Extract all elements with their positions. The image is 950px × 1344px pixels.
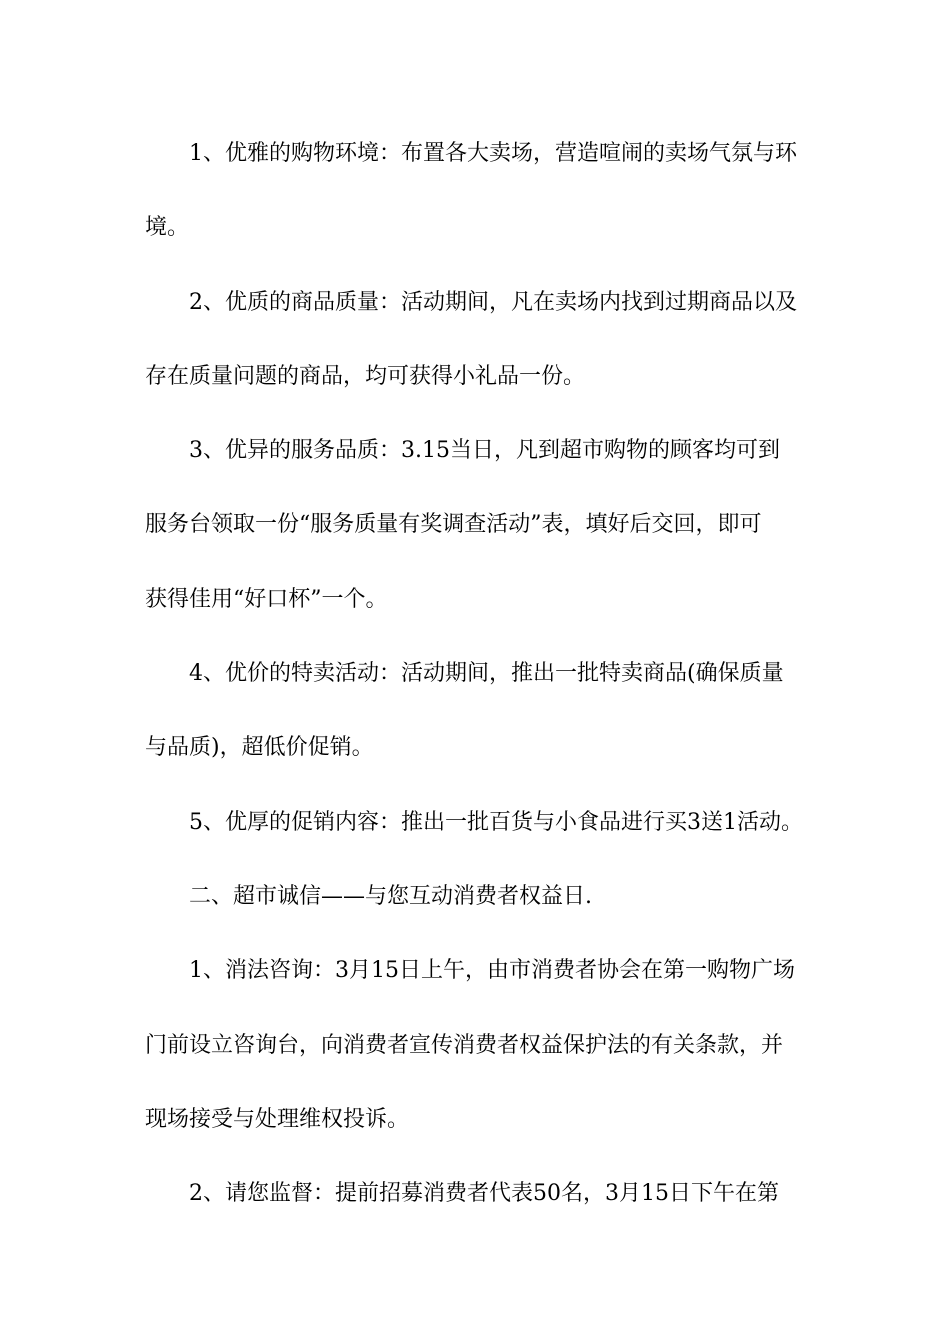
paragraph-line: 1、优雅的购物环境：布置各大卖场，营造喧闹的卖场气氛与环 bbox=[189, 141, 797, 166]
paragraph-line: 服务台领取一份“服务质量有奖调查活动”表，填好后交回，即可 bbox=[145, 512, 762, 537]
paragraph-line: 2、优质的商品质量：活动期间，凡在卖场内找到过期商品以及 bbox=[189, 290, 797, 315]
paragraph-line: 3、优异的服务品质：3.15当日，凡到超市购物的顾客均可到 bbox=[189, 438, 780, 463]
paragraph-line: 2、请您监督：提前招募消费者代表50名，3月15日下午在第 bbox=[189, 1181, 779, 1206]
section-heading: 二、超市诚信——与您互动消费者权益日. bbox=[189, 884, 592, 909]
paragraph-line: 存在质量问题的商品，均可获得小礼品一份。 bbox=[145, 364, 586, 389]
paragraph-line: 5、优厚的促销内容：推出一批百货与小食品进行买3送1活动。 bbox=[189, 810, 803, 835]
paragraph-line: 4、优价的特卖活动：活动期间，推出一批特卖商品(确保质量 bbox=[189, 661, 784, 686]
paragraph-line: 境。 bbox=[145, 215, 190, 240]
paragraph-line: 现场接受与处理维权投诉。 bbox=[145, 1107, 410, 1132]
paragraph-line: 门前设立咨询台，向消费者宣传消费者权益保护法的有关条款，并 bbox=[145, 1033, 784, 1058]
paragraph-line: 1、消法咨询：3月15日上午，由市消费者协会在第一购物广场 bbox=[189, 958, 795, 983]
paragraph-line: 获得佳用“好口杯”一个。 bbox=[145, 587, 388, 612]
paragraph-line: 与品质)，超低价促销。 bbox=[145, 735, 374, 760]
